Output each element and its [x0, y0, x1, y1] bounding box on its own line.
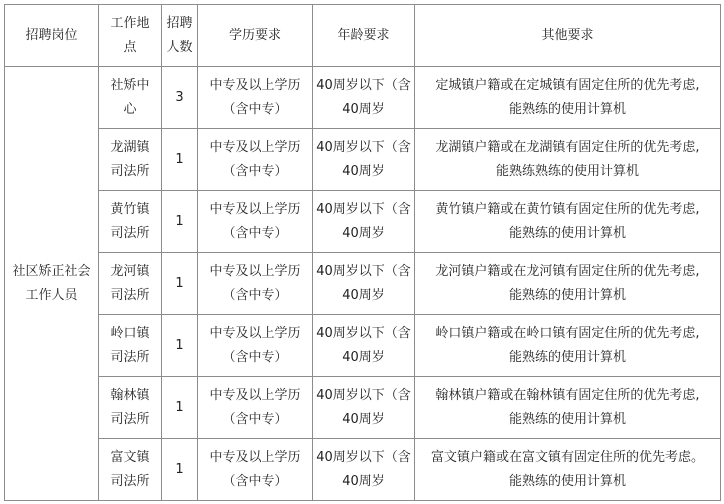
other-cell: 龙河镇户籍或在龙河镇有固定住所的优先考虑, 能熟练的使用计算机 — [415, 253, 721, 315]
other-cell: 岭口镇户籍或在岭口镇有固定住所的优先考虑, 能熟练的使用计算机 — [415, 315, 721, 377]
table-row — [5, 315, 721, 377]
education-cell: 中专及以上学历 （含中专） — [198, 191, 313, 253]
recruitment-table — [4, 4, 721, 501]
header-position: 招聘岗位 — [5, 5, 99, 67]
header-count: 招聘 人数 — [162, 5, 198, 67]
other-cell: 龙湖镇户籍或在龙湖镇有固定住所的优先考虑, 能熟练熟练的使用计算机 — [415, 129, 721, 191]
age-cell: 40周岁以下（含 40周岁 — [313, 67, 415, 129]
education-cell: 中专及以上学历 （含中专） — [198, 377, 313, 439]
education-cell: 中专及以上学历 （含中专） — [198, 67, 313, 129]
position-cell: 社区矫正社会 工作人员 — [5, 67, 99, 501]
count-cell: 1 — [162, 439, 198, 501]
education-cell: 中专及以上学历 （含中专） — [198, 253, 313, 315]
table-row — [5, 191, 721, 253]
age-cell: 40周岁以下（含 40周岁 — [313, 191, 415, 253]
location-cell: 龙河镇 司法所 — [99, 253, 162, 315]
count-cell: 1 — [162, 253, 198, 315]
education-cell: 中专及以上学历 （含中专） — [198, 439, 313, 501]
table-row — [5, 67, 721, 129]
education-cell: 中专及以上学历 （含中专） — [198, 315, 313, 377]
age-cell: 40周岁以下（含 40周岁 — [313, 315, 415, 377]
header-other: 其他要求 — [415, 5, 721, 67]
location-cell: 龙湖镇 司法所 — [99, 129, 162, 191]
age-cell: 40周岁以下（含 40周岁 — [313, 129, 415, 191]
count-cell: 1 — [162, 129, 198, 191]
header-location: 工作地 点 — [99, 5, 162, 67]
location-cell: 富文镇 司法所 — [99, 439, 162, 501]
location-cell: 社矫中 心 — [99, 67, 162, 129]
location-cell: 黄竹镇 司法所 — [99, 191, 162, 253]
education-cell: 中专及以上学历 （含中专） — [198, 129, 313, 191]
age-cell: 40周岁以下（含 40周岁 — [313, 439, 415, 501]
table-row — [5, 253, 721, 315]
other-cell: 翰林镇户籍或在翰林镇有固定住所的优先考虑, 能熟练的使用计算机 — [415, 377, 721, 439]
count-cell: 1 — [162, 377, 198, 439]
age-cell: 40周岁以下（含 40周岁 — [313, 377, 415, 439]
count-cell: 1 — [162, 191, 198, 253]
table-header-row — [5, 5, 721, 67]
header-education: 学历要求 — [198, 5, 313, 67]
count-cell: 3 — [162, 67, 198, 129]
table-row — [5, 377, 721, 439]
age-cell: 40周岁以下（含 40周岁 — [313, 253, 415, 315]
other-cell: 富文镇户籍或在富文镇有固定住所的优先考虑。 能熟练的使用计算机 — [415, 439, 721, 501]
other-cell: 黄竹镇户籍或在黄竹镇有固定住所的优先考虑, 能熟练的使用计算机 — [415, 191, 721, 253]
location-cell: 翰林镇 司法所 — [99, 377, 162, 439]
count-cell: 1 — [162, 315, 198, 377]
table-row — [5, 129, 721, 191]
header-age: 年龄要求 — [313, 5, 415, 67]
location-cell: 岭口镇 司法所 — [99, 315, 162, 377]
table-row — [5, 439, 721, 501]
other-cell: 定城镇户籍或在定城镇有固定住所的优先考虑, 能熟练的使用计算机 — [415, 67, 721, 129]
